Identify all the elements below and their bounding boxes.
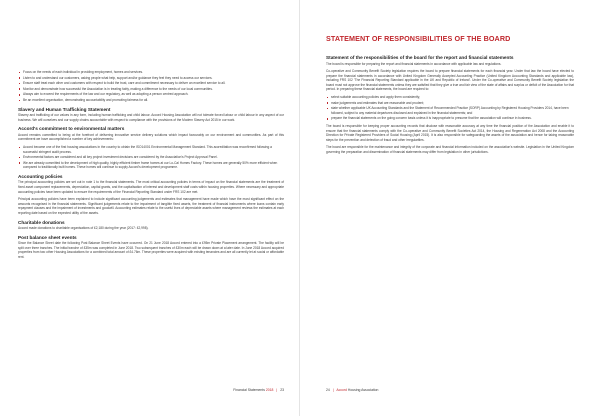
environment-heading: Accord's commitment to environmental matters: [18, 126, 125, 132]
footer-year: 2018: [265, 388, 274, 392]
responsibilities-paragraph: The board are responsible for the maintenance and integrity of the corporate and financial information included on the association's website. Legislation in the United Kingdom governing the preparation and dissemination of financial statements may differ from legislation in other jurisdictions.: [326, 145, 574, 154]
charitable-heading: Charitable donations: [18, 219, 65, 225]
footer-org-name: Accord: [336, 388, 347, 392]
list-item: Be an excellent organisation, demonstrating accountability and promoting fairness for all.: [23, 98, 284, 103]
list-item: Environmental factors are considered and all key project investment decisions are considered by the Association's Project Approval Panel.: [23, 155, 284, 160]
list-item: Accord became one of the first housing associations in the country to obtain the ISO14001 Environmental Management Standard. This accreditation was reconfirmed following a successful stringent audit process.: [23, 145, 284, 154]
accounting-heading: Accounting policies: [18, 173, 63, 179]
footer-doc-title: Housing Association: [347, 388, 379, 392]
responsibilities-paragraph: The board is responsible for keeping proper accounting records that disclose with reasonable accuracy at any time the financial position of the Association and enable it to ensure that the financial statements comply with the Co-operative and Community Benefit Societies Act 2014, the Housing and Regeneration Act 2008 and the Accounting Direction for Private Registered Providers of Social Housing (April 2015). It is also responsible for safeguarding the assets of the association and hence for taking reasonable steps for the prevention and detection of fraud and other irregularities.: [326, 124, 574, 142]
accounting-paragraph: Principal accounting policies have been explained to include significant accounting judgements and estimates that management have made which have the most significant effect on the amounts recognised in the financial statements. Significant judgements relate to the impairment of tangible fixed assets, the treatment of financial instruments where loans contain early repayment clauses and the impairment of investments and goodwill. Accounting estimates relate to the useful lives of depreciable assets where management reviews the estimates at each reporting date based on the expected utility of the assets.: [18, 197, 284, 215]
right-footer: [326, 388, 378, 392]
list-item: prepare the financial statements on the going concern basis unless it is inappropriate to presume that the association will continue in business.: [331, 116, 574, 121]
responsibilities-heading: Statement of the responsibilities of the board for the report and financial statements: [326, 55, 514, 60]
list-item: Always aim to exceed the requirements of the law and our regulatory, as well as adopting a person centred approach.: [23, 92, 284, 97]
list-item: We are already committed to the development of high quality, highly efficient timber frame homes at our Lo-Cal Homes Factory. These homes are generally 50% more efficient when compared to traditionally built homes. These homes will continue to supply Accord's development programme.: [23, 161, 284, 170]
page-number: 24: [326, 388, 330, 392]
charitable-text: Accord made donations to charitable organisations of £2,180 during the year (2017: £2,998).: [18, 226, 149, 231]
list-item: Monitor and demonstrate how successful the Association is in treating fairly, making a difference to the needs of our local communities.: [23, 87, 284, 92]
footer-doc-title: Financial Statements: [233, 388, 265, 392]
environment-intro: Accord remains committed to being at the forefront of delivering innovative service delivery solutions which impact favourably on our environment and communities. As part of this commitment we have accomplished a number of key achievements:: [18, 132, 284, 142]
list-item: Focus on the needs of each individual in providing employment, homes and services.: [23, 70, 284, 75]
responsibilities-paragraph: The board is responsible for preparing the report and financial statements in accordance with applicable law and regulations.: [326, 61, 502, 66]
list-item: Listen to and understand our customers, asking people what help, support and/or guidance they feel they need to access our services.: [23, 76, 284, 81]
responsibilities-paragraph: Co-operative and Community Benefit Society legislation requires the board to prepare financial statements for each financial year. Under that law the board have elected to prepare the financial statements in accordance with United Kingdom Generally Accepted Accounting Practice (United Kingdom Accounting Standards and applicable law), including FRS 102 'The Financial Reporting Standard applicable in the UK and Republic of Ireland'. Under the Co-operative and Community Benefit Society legislation the board must not approve the financial statements unless they are satisfied that they give a true and fair view of the state of affairs and surplus or deficit of the Association for that period. In preparing these financial statements, the board are required to:: [326, 69, 574, 92]
page-number: 23: [280, 388, 284, 392]
right-page: [300, 0, 600, 416]
list-item: Ensure staff treat each other and customers with respect to build the trust, care and commitment necessary to deliver an excellent service to all.: [23, 81, 284, 86]
values-list: [18, 70, 284, 103]
footer-separator: |: [276, 388, 278, 392]
board-requirements-list: [326, 95, 574, 121]
accounting-paragraph: The principal accounting policies are set out in note 1 to the financial statements. The most critical accounting policies in terms of impact on the financial statements are the treatment of fixed asset component replacements, depreciation, capital grants, and the capitalisation of interest and development staff costs within housing properties. Where necessary and appropriate accounting policies have been updated to ensure the requirements of the Financial Reporting Standard under FRS 102 are met.: [18, 180, 284, 194]
list-item: state whether applicable UK Accounting Standards and the Statement of Recommended Practice (SORP) Accounting by Registered Housing Providers 2014, have been followed, subject to any material departures disclosed and explained in the financial statements; and: [331, 106, 574, 115]
footer-separator: |: [332, 388, 334, 392]
slavery-heading: Slavery and Human Trafficking Statement: [18, 106, 111, 112]
post-balance-text: Since the Balance Sheet date the following Post Balance Sheet Events have occurred. On 21 June 2018 Accord entered into a £95m Private Placement arrangement. The facility will be split over three tranches. The initial tranche of £35m was completed in June 2018. Two subsequent tranches of £30m each will be drawn down at a later date. In June 2018 Accord acquired properties from two other Housing Associations for a combined total amount of £4.76m. These properties were acquired with existing tenancies and are all currently let at social or affordable rent.: [18, 241, 284, 259]
list-item: make judgements and estimates that are reasonable and prudent;: [331, 101, 574, 106]
left-footer: [233, 388, 284, 392]
page-title: STATEMENT OF RESPONSIBILITIES OF THE BOARD: [326, 34, 511, 43]
environment-list: [18, 145, 284, 170]
post-balance-heading: Post balance sheet events: [18, 234, 77, 240]
slavery-text: Slavery and trafficking of our values in any form, including human trafficking and child labour. Accord Housing Association will not tolerate forced labour or child labour in any aspect of our business. We will ourselves and our supply chains accountable with respect to compliance with the provisions of the Modern Slavery Act 2015 in our work.: [18, 113, 284, 122]
list-item: select suitable accounting policies and apply them consistently;: [331, 95, 574, 100]
